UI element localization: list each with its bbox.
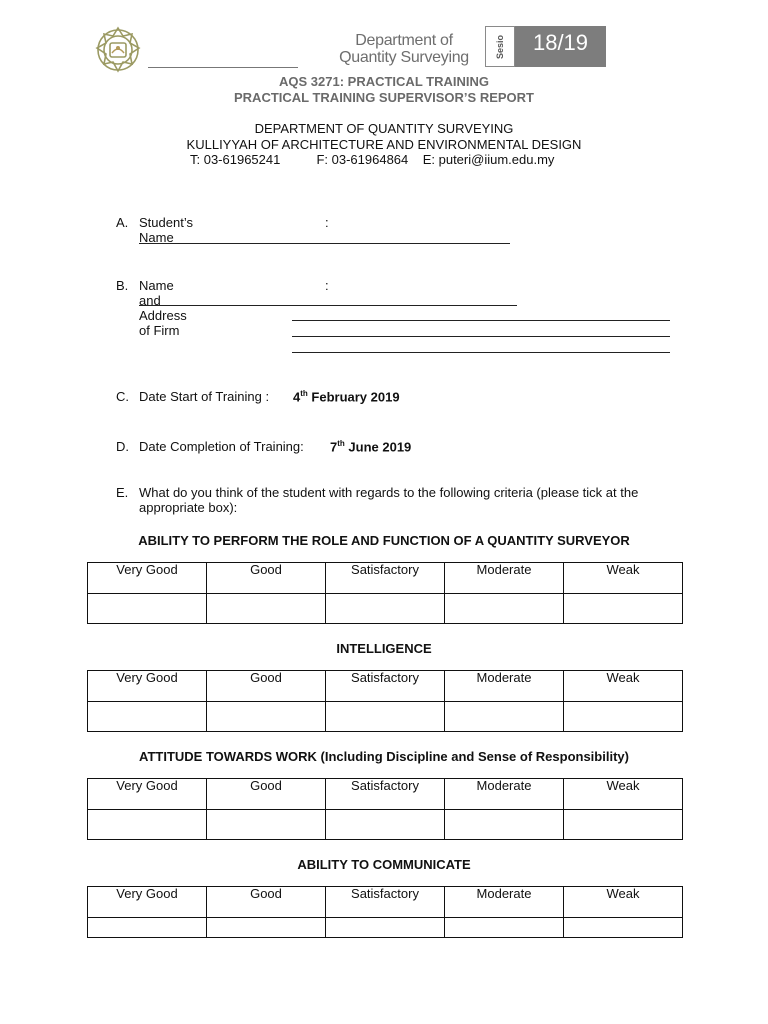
- tick-box[interactable]: [445, 918, 564, 938]
- date-completion-value: [330, 439, 411, 454]
- tick-box[interactable]: [445, 702, 564, 732]
- course-title: AQS 3271: PRACTICAL TRAINING: [279, 74, 489, 89]
- rating-header: Very Good: [88, 887, 207, 918]
- department-name: DEPARTMENT OF QUANTITY SURVEYING: [254, 121, 514, 136]
- field-label: Date Start of Training :: [139, 389, 270, 404]
- field-letter: C.: [116, 389, 129, 404]
- tick-box[interactable]: [207, 810, 326, 840]
- date-start-value: [293, 389, 400, 404]
- tick-box[interactable]: [207, 702, 326, 732]
- rating-table: [87, 886, 683, 938]
- criteria-title: ATTITUDE TOWARDS WORK (Including Discipline and Sense of Responsibility): [139, 749, 629, 764]
- criteria-title: INTELLIGENCE: [336, 641, 432, 656]
- field-colon: :: [325, 278, 329, 293]
- rating-header: Satisfactory: [326, 671, 445, 702]
- session-value: 18/19: [515, 26, 606, 67]
- criteria-title: ABILITY TO COMMUNICATE: [297, 857, 471, 872]
- date-day: 7: [330, 439, 338, 455]
- university-logo: [92, 26, 144, 74]
- date-suffix: th: [337, 439, 345, 448]
- rating-header: Moderate: [445, 779, 564, 810]
- tick-box[interactable]: [564, 810, 683, 840]
- tick-box[interactable]: [88, 810, 207, 840]
- rating-table: [87, 670, 683, 732]
- session-label-box: [485, 26, 515, 67]
- department-line-1: Department of: [355, 32, 453, 49]
- firm-address-line-2[interactable]: [292, 336, 670, 337]
- tick-box[interactable]: [326, 594, 445, 624]
- tick-box[interactable]: [207, 594, 326, 624]
- rating-header: Good: [207, 779, 326, 810]
- contact-info: T: 03-61965241 F: 03-61964864 E: puteri@iium.edu.my: [190, 152, 555, 167]
- rating-header: Moderate: [445, 563, 564, 594]
- session-label: Sesio: [495, 34, 505, 59]
- date-suffix: th: [300, 389, 308, 398]
- firm-address-line-1[interactable]: [292, 320, 670, 321]
- tick-box[interactable]: [564, 702, 683, 732]
- field-letter: A.: [116, 215, 129, 230]
- rating-table: [87, 562, 683, 624]
- field-letter: B.: [116, 278, 129, 293]
- rating-header: Weak: [564, 779, 683, 810]
- tick-box[interactable]: [564, 918, 683, 938]
- tick-box[interactable]: [326, 918, 445, 938]
- faculty-name: KULLIYYAH OF ARCHITECTURE AND ENVIRONMENTAL DESIGN: [186, 137, 582, 152]
- rating-header: Very Good: [88, 563, 207, 594]
- rating-header: Weak: [564, 671, 683, 702]
- rating-header: Moderate: [445, 671, 564, 702]
- rating-header: Good: [207, 563, 326, 594]
- tick-box[interactable]: [326, 702, 445, 732]
- field-label: Name and Address of Firm: [139, 278, 187, 338]
- tick-box[interactable]: [564, 594, 683, 624]
- date-rest: June 2019: [344, 439, 412, 455]
- rating-header: Weak: [564, 563, 683, 594]
- rating-header: Very Good: [88, 779, 207, 810]
- date-day: 4: [293, 389, 301, 405]
- rating-table: [87, 778, 683, 840]
- department-line-2: Quantity Surveying: [339, 49, 469, 66]
- tick-box[interactable]: [88, 702, 207, 732]
- rating-header: Very Good: [88, 671, 207, 702]
- department-heading: [336, 32, 472, 66]
- field-label: Student’s Name: [139, 215, 193, 245]
- field-label: Date Completion of Training:: [139, 439, 304, 454]
- tick-box[interactable]: [88, 594, 207, 624]
- firm-address-line-3[interactable]: [292, 352, 670, 353]
- rating-header: Good: [207, 887, 326, 918]
- field-colon: :: [325, 215, 329, 230]
- tick-box[interactable]: [445, 594, 564, 624]
- rating-header: Satisfactory: [326, 779, 445, 810]
- tick-box[interactable]: [326, 810, 445, 840]
- tick-box[interactable]: [445, 810, 564, 840]
- criteria-title: ABILITY TO PERFORM THE ROLE AND FUNCTION OF A QUANTITY SURVEYOR: [138, 533, 630, 548]
- field-letter: E.: [116, 485, 129, 500]
- firm-name-line[interactable]: [139, 305, 517, 306]
- date-rest: February 2019: [307, 389, 400, 405]
- rating-header: Satisfactory: [326, 563, 445, 594]
- field-letter: D.: [116, 439, 129, 454]
- rating-header: Good: [207, 671, 326, 702]
- tick-box[interactable]: [88, 918, 207, 938]
- rating-header: Weak: [564, 887, 683, 918]
- rating-header: Moderate: [445, 887, 564, 918]
- tick-box[interactable]: [207, 918, 326, 938]
- report-title: PRACTICAL TRAINING SUPERVISOR’S REPORT: [234, 90, 534, 105]
- rating-header: Satisfactory: [326, 887, 445, 918]
- question-text: What do you think of the student with regards to the following criteria (please tick at the appropriate box):: [139, 485, 639, 515]
- student-name-line[interactable]: [139, 243, 510, 244]
- signature-line: [148, 67, 298, 68]
